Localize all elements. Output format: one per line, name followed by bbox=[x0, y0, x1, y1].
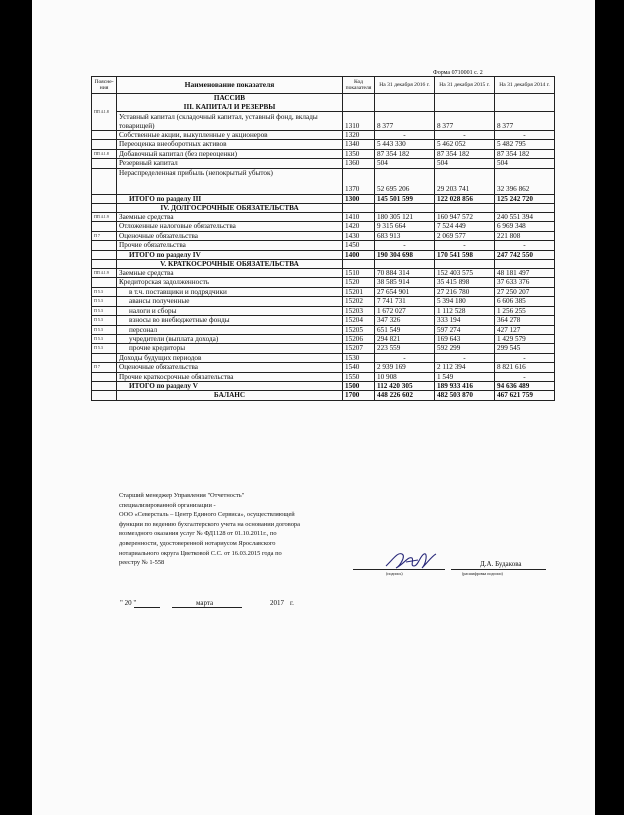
row-name: ИТОГО по разделу V bbox=[117, 381, 343, 390]
row-value-2015: 8 377 bbox=[435, 112, 495, 131]
name-caption: (расшифровка подписи) bbox=[462, 571, 503, 576]
passive-title: ПАССИВ bbox=[213, 94, 246, 102]
table-row: Нераспределенная прибыль (непокрытый убыток) 1370 52 695 206 29 203 741 32 396 862 bbox=[92, 168, 555, 194]
row-name: налоги и сборы bbox=[117, 306, 343, 315]
section5-title: V. КРАТКОСРОЧНЫЕ ОБЯЗАТЕЛЬСТВА bbox=[117, 260, 343, 269]
signature-caption: (подпись) bbox=[386, 571, 403, 576]
row-name: Прочие краткосрочные обязательства bbox=[117, 372, 343, 381]
table-row: П 5.3 учредители (выплата дохода) 15206 294 821 169 643 1 429 579 bbox=[92, 334, 555, 343]
row-name: Собственные акции, выкупленные у акционеров bbox=[117, 131, 343, 140]
header-2014: На 31 декабря 2014 г. bbox=[495, 77, 555, 94]
row-value-2016: 8 377 bbox=[375, 112, 435, 131]
total-row: ИТОГО по разделу IV 1400 190 304 698 170 541 598 247 742 550 bbox=[92, 250, 555, 259]
table-row: ПП 4.1.9 Заемные средства 1410 180 305 121 160 947 572 240 551 394 bbox=[92, 213, 555, 222]
row-name: Кредиторская задолженность bbox=[117, 278, 343, 287]
total-row: ИТОГО по разделу III 1300 145 501 599 122 028 856 125 242 720 bbox=[92, 194, 555, 203]
row-name: Оценочные обязательства bbox=[117, 231, 343, 240]
date-day: " 20 " bbox=[120, 599, 137, 607]
header-2015: На 31 декабря 2015 г. bbox=[435, 77, 495, 94]
row-name: Резервный капитал bbox=[117, 159, 343, 168]
row-name: ИТОГО по разделу IV bbox=[117, 250, 343, 259]
row-name: авансы полученные bbox=[117, 297, 343, 306]
row-name: ИТОГО по разделу III bbox=[117, 194, 343, 203]
signatory-block: Старший менеджер Управления "Отчетность" специализированной организации - ООО «Северсталь – Центр Единого Сервиса», осуществляющей функции по ведению бухгалтерского учета на основании договора возмездного оказания услуг № ФД1128 от 01.10.2011г., по доверенности, удостоверенной нотариусом Ярославского нотариального округа Цветковой С.С. от 16.03.2015 года по реестру № 1-558 bbox=[119, 492, 300, 567]
row-name: Заемные средства bbox=[117, 213, 343, 222]
row-name: Прочие обязательства bbox=[117, 241, 343, 250]
date-year: 2017 bbox=[270, 599, 284, 607]
section3-title: III. КАПИТАЛ И РЕЗЕРВЫ bbox=[183, 102, 276, 111]
header-2016: На 31 декабря 2016 г. bbox=[375, 77, 435, 94]
table-row: П 7 Оценочные обязательства 1430 683 913 2 069 577 221 808 bbox=[92, 231, 555, 240]
balance-total-row: БАЛАНС 1700 448 226 602 482 503 870 467 621 759 bbox=[92, 391, 555, 400]
table-row bbox=[92, 112, 555, 131]
row-name: Отложенные налоговые обязательства bbox=[117, 222, 343, 231]
signature-line bbox=[353, 569, 445, 570]
row-name: персонал bbox=[117, 325, 343, 334]
signatory-name: Д.А. Будакова bbox=[480, 560, 522, 568]
table-row: П 5.3 авансы полученные 15202 7 741 731 5 394 180 6 606 385 bbox=[92, 297, 555, 306]
table-row: П 5.3 персонал 15205 651 549 597 274 427 127 bbox=[92, 325, 555, 334]
row-name: Заемные средства bbox=[117, 269, 343, 278]
row-name: учредители (выплата дохода) bbox=[117, 334, 343, 343]
balance-table bbox=[91, 76, 555, 401]
table-row: Резервный капитал 1360 504 504 504 bbox=[92, 159, 555, 168]
row-value-2014: 8 377 bbox=[495, 112, 555, 131]
header-explanation: Поясне-ния bbox=[92, 77, 117, 94]
row-name: Нераспределенная прибыль (непокрытый убыток) bbox=[117, 168, 343, 194]
row-name: взносы во внебюджетные фонды bbox=[117, 316, 343, 325]
table-row: П 5.3 в т.ч. поставщики и подрядчики 15201 27 654 901 27 216 780 27 250 207 bbox=[92, 287, 555, 296]
table-row: П 5.3 взносы во внебюджетные фонды 15204 347 326 333 194 364 278 bbox=[92, 316, 555, 325]
date-month: марта bbox=[196, 599, 214, 607]
section-title-cell bbox=[117, 94, 343, 112]
table-row: П 5.3 прочие кредиторы 15207 223 559 592 299 299 545 bbox=[92, 344, 555, 353]
section-header-row bbox=[92, 260, 555, 269]
total-row: ИТОГО по разделу V 1500 112 420 305 189 933 416 94 636 489 bbox=[92, 381, 555, 390]
name-line bbox=[451, 569, 546, 570]
section4-title: IV. ДОЛГОСРОЧНЫЕ ОБЯЗАТЕЛЬСТВА bbox=[117, 204, 343, 213]
row-name: Переоценка внеоборотных активов bbox=[117, 140, 343, 149]
row-code: 1310 bbox=[343, 112, 375, 131]
form-label: Форма 0710001 с. 2 bbox=[433, 70, 483, 76]
table-row: Отложенные налоговые обязательства 1420 9 315 664 7 524 449 6 969 348 bbox=[92, 222, 555, 231]
table-row: Доходы будущих периодов 1530 - - - bbox=[92, 353, 555, 362]
table-row: П 5.3 налоги и сборы 15203 1 672 027 1 112 528 1 256 255 bbox=[92, 306, 555, 315]
table-row: Переоценка внеоборотных активов 1340 5 443 330 5 462 052 5 482 795 bbox=[92, 140, 555, 149]
row-name: Оценочные обязательства bbox=[117, 363, 343, 372]
row-name: прочие кредиторы bbox=[117, 344, 343, 353]
row-name: в т.ч. поставщики и подрядчики bbox=[117, 287, 343, 296]
row-name: Добавочный капитал (без переоценки) bbox=[117, 149, 343, 158]
header-code: Код показателя bbox=[343, 77, 375, 94]
table-row: ПП 4.1.9 Заемные средства 1510 70 884 314 152 403 575 48 181 497 bbox=[92, 269, 555, 278]
table-row: Прочие обязательства 1450 - - - bbox=[92, 241, 555, 250]
row-name: Уставный капитал (складочный капитал, уставный фонд, вклады товарищей) bbox=[117, 112, 343, 131]
date-suffix: г. bbox=[290, 599, 294, 607]
table-row: ПП 4.1.8 Добавочный капитал (без переоценки) 1350 87 354 182 87 354 182 87 354 182 bbox=[92, 149, 555, 158]
row-name: Доходы будущих периодов bbox=[117, 353, 343, 362]
row-name: БАЛАНС bbox=[117, 391, 343, 400]
table-row: Прочие краткосрочные обязательства 1550 10 908 1 549 - bbox=[92, 372, 555, 381]
header-name: Наименование показателя bbox=[117, 77, 343, 94]
explanation-cell: ПП 4.1.8 bbox=[92, 94, 117, 131]
table-row bbox=[92, 94, 555, 112]
table-row: Собственные акции, выкупленные у акционеров 1320 - - - bbox=[92, 131, 555, 140]
table-header-row bbox=[92, 77, 555, 94]
table-row: Кредиторская задолженность 1520 38 585 914 35 415 898 37 633 376 bbox=[92, 278, 555, 287]
section-header-row bbox=[92, 204, 555, 213]
table-row: П 7 Оценочные обязательства 1540 2 939 169 2 112 394 8 821 616 bbox=[92, 363, 555, 372]
